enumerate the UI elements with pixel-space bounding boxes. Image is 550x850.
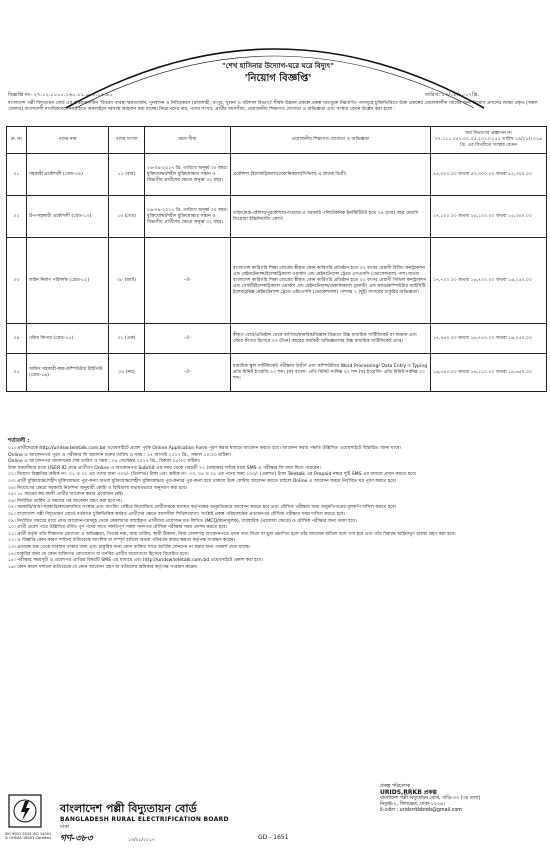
- condition-item: ০৯। নির্ধারিত সময়ের মধ্যে প্রাপ্ত আবেদনপত্রসমূহ থেকে কেবলমাত্র বাছাইকৃত প্রার্থীদের প্রয়োজন মত লিখিত (MCQ/রচনামূলক), ব্যবহারিক (প্রযোজ্য ক্ষেত্রে) ও মৌখিক পরীক্ষার জন্য ডাকা হবে।: [8, 518, 357, 524]
- signatory-address: বাংলাদেশ পল্লী বিদ্যুতায়ন বোর্ড, বাড়ি-৩৩ (৩য় তলা): [380, 796, 481, 801]
- table-row: [7, 354, 547, 392]
- row-count: ১২ (বার): [109, 154, 145, 196]
- row-serial: ০৩: [7, 238, 27, 324]
- row-age: -ঐ-: [145, 238, 231, 324]
- row-qualification: মাধ্যমিক স্কুল সার্টিফিকেট পরীক্ষায় উত্তীর্ণ এবং কম্পিউটারে Word Processing/ Data Entry ও Typing প্রতি মিনিট ইংরেজি ২০ শব্দ। (ক) বাংলা- প্রতি মিনিট সর্বনিম্ন ২০ শব্দ (খ) ইংরেজি- প্রতি মিনিট সর্বনিম্ন ২০ শব্দ।: [231, 354, 431, 392]
- vacancy-table: [6, 126, 547, 392]
- condition-item: ০৫। ১৮ বছরের কম বয়সী প্রার্থীর আবেদন করার প্রয়োজন নেই।: [8, 492, 124, 498]
- row-post: লাইন নির্মাণ পরিদর্শক (গ্রেড-১২): [27, 238, 109, 324]
- condition-item: ১৫। পরীক্ষার সময়সূচী ও প্রবেশপত্র প্রাপ্তির বিষয়টি SMS এর মাধ্যমে এবং http://uridsw.teletalk.com.bd ওয়েবসাইটে প্রকাশ করা হবে।: [8, 558, 263, 564]
- table-row: [7, 196, 547, 238]
- row-salary: ২৭,১০০.০০ অথবা ২৬,১০০.০০ অথবা ২৫,৩০০.০০: [431, 196, 547, 238]
- condition-item: ০৮। বাংলাদেশ পল্লী বিদ্যুতায়ন বোর্ডে বর্তমানে চুক্তিভিত্তিক কর্মরত প্রার্থীদের ক্ষেত্রে বয়সসীমা শিথিলযোগ্য। সংশ্লিষ্ট প্রকল্প পরিচালকের প্রত্যয়নপত্র মৌখিক পরীক্ষার সময় দাখিল করতে হবে।: [8, 511, 346, 517]
- row-salary: ১৭,৭০০.০০ অথবা ১৬,৭০০.০০ অথবা ১৬,২৫০.০০: [431, 238, 547, 324]
- header-qualification: প্রয়োজনীয় শিক্ষাগত যোগ্যতা ও অভিজ্ঞতা: [231, 127, 431, 154]
- conditions-title: শর্তাবলী :: [8, 438, 30, 444]
- signatory-address-2: নিকুঞ্জ-২, খিলক্ষেত, ঢাকা-১২২৯।: [380, 802, 445, 807]
- table-row: [7, 238, 547, 324]
- condition-item: ০৬। নির্ধারিত তারিখ ও সময়ের পর আবেদন গ্রহণ করা হবে না।: [8, 498, 122, 504]
- org-name-english: BANGLADESH RURAL ELECTRIFICATION BOARD: [60, 816, 229, 823]
- signature-block: [380, 784, 545, 814]
- conditions-list: [8, 446, 544, 571]
- condition-item: ১২। এ বিজ্ঞপ্তি কোন কারণ দর্শানো ব্যতিরেকে আংশিক বা সম্পূর্ণ বাতিল অথবা পরিবর্তন করার ক্ষমতা কর্তৃপক্ষ সংরক্ষণ করেন।: [8, 538, 236, 544]
- condition-item: ০৭। সরকারি/আধা-সরকারি/স্বায়ত্তশাসিত সংস্থায় এবং ব্যাংকিং সেক্টরে নিয়োজিত প্রার্থীদেরকে যথাযথ কর্তৃপক্ষের অনুমতিক্রমে আবেদন করতে হবে এবং মৌখিক পরীক্ষার সময় অনুমতিপত্রের মূলকপি দাখিল করতে হবে।: [8, 505, 397, 511]
- header-count: পদের সংখ্যা: [109, 127, 145, 154]
- row-post: উপ-সহকারী প্রকৌশলী (গ্রেড-১০): [27, 196, 109, 238]
- condition-item: Online এ আবেদনপত্র জমাদানের শেষ তারিখ ও সময় : ০৬ সেপ্টেম্বর ২০১৭ খ্রি., বিকাল ০৫:০০ ঘটিকা।: [8, 459, 201, 465]
- condition-item: উক্ত সময়সীমার মধ্যে USER ID প্রাপ্ত প্রার্থীগণ Online এ আবেদনপত্র Submit এর সময় থেকে পরবর্তী ৭২ (বাহাত্তর) ঘণ্টার মধ্যে SMS এ পরীক্ষার ফি জমা দিতে পারবেন।: [8, 465, 321, 471]
- row-post: স্টোর কিপার (গ্রেড-১৫): [27, 324, 109, 354]
- row-serial: ০৪: [7, 324, 27, 354]
- row-qualification: তড়িৎ/যন্ত্র-কৌশল/পুরকৌশল/পাওয়ার এ সরকারি পলিটেকনিক ইনস্টিটিউট হতে ০৪ (চার) বছর মেয়াদি ডিপ্লোমা ইঞ্জিনিয়ারিং কোর্স।: [231, 196, 431, 238]
- condition-item: Online এ আবেদনপত্র পূরণ ও পরীক্ষার ফি জমাদান শুরুর তারিখ ও সময় : ১৭ আগস্ট ২০১৭ খ্রি., সকাল ১০:০০ ঘটিকা।: [8, 452, 232, 458]
- header-serial: ক্র. নং: [7, 127, 27, 154]
- row-serial: ০৫: [7, 354, 27, 392]
- table-row: [7, 324, 547, 354]
- condition-item: ০১। প্রার্থীদেরকে http://uridsw.teletalk.com.bd ওয়েবসাইটে প্রবেশ পূর্বক Online Application Form পূরণ করার মাধ্যমে আবেদন করতে হবে। আবেদন করার পদ্ধতি উল্লিখিত ওয়েবসাইটে বিস্তারিত জানা যাবে।: [8, 446, 402, 451]
- row-age: ০৬-০৯-২০১৭ খ্রি. তারিখে অনূর্ধ্ব ৩০ বছর। মুক্তিযোদ্ধা/শহীদ মুক্তিযোদ্ধার সন্তান ও বিভাগীয় প্রার্থীদের ক্ষেত্রে অনূর্ধ্ব ৩২ বছর।: [145, 154, 231, 196]
- row-post: সহকারী প্রকৌশলী (গ্রেড-০৯): [27, 154, 109, 196]
- gd-date: ১৩/০৮/২০১৭: [128, 838, 155, 843]
- condition-item: ১০। প্রার্থী প্রবেশ পত্রে উল্লিখিত বর্ণিত পূর্ণ পদের সাথে সঙ্গতিপূর্ণ সকল সনদপত্র মৌখিক পরীক্ষার সময় প্রদর্শন করতে হবে।: [8, 525, 228, 531]
- row-count: ০১ (এক): [109, 324, 145, 354]
- row-qualification: স্বীকৃত বোর্ড/প্রতিষ্ঠান থেকে বাণিজ্য/মানবিক/বিজ্ঞান বিভাগে উচ্চ মাধ্যমিক সার্টিফিকেট বা সমমান এবং স্টোর কীপার হিসেবে ০৩ (তিন) বছরের কার্যকরী অভিজ্ঞতাসহ উচ্চ মাধ্যমিক সার্টিফিকেট প্রাপ্ত।: [231, 324, 431, 354]
- header-salary: অর্থ বিভাগের প্রজ্ঞাপন নং ০৭.১১১.০৫১.০০.০৫.২০১৩-১৫২ তারিখ ১৪/০১/২০১৬ খ্রি. এর বিপরীতে সংস্থার বেতন: [431, 127, 547, 154]
- row-qualification: প্রকৌশল (ইলেকট্রিক্যাল/মেকানিক্যাল/সিভিল) এ স্নাতক ডিগ্রী।: [231, 154, 431, 196]
- condition-item: ০৩। প্রার্থী মুক্তিযোদ্ধা/শহীদ মুক্তিযোদ্ধার পুত্র-কন্যা অথবা মুক্তিযোদ্ধা/শহীদ মুক্তিযোদ্ধার পুত্র-কন্যার পুত্র-কন্যা হয়ে থাকলে উক্ত কোটায় আবেদন করতে চাইলে Online এ আবেদন ফরমে নির্ধারিত ঘর পূরণ করতে হবে।: [8, 478, 397, 484]
- row-salary: ৫৫,৩০০.০০ অথবা ৫৩,৩০০.০০ অথবা ৫২,৩০০.০০: [431, 154, 547, 196]
- notice-date: তারিখ: ১৩/০৮/২০১৭খ্রি.: [425, 92, 479, 98]
- row-age: -ঐ-: [145, 324, 231, 354]
- condition-item: ০৪। নিয়োগের ক্ষেত্রে সরকারি নির্দেশনা অনুযায়ী কোটা ও বিধিমালা যথাযথভাবে অনুসরণ করা হবে।: [8, 485, 188, 491]
- row-salary: ১৬,৫৪০.০০ অথবা ১৬,১১০.০০ অথবা ১৫,৬৫০.০০: [431, 354, 547, 392]
- condition-item: ১৬। কোন কারণ দর্শানো ব্যতিরেকে যে কোন আবেদন গ্রহণ বা বাতিলের অধিকার কর্তৃপক্ষ সংরক্ষণ করেন।: [8, 564, 198, 570]
- table-header-row: [7, 127, 547, 154]
- iso-certification: ISO 9001 2015 ISO 14001 & OHSAS 18001 Certified: [4, 832, 52, 841]
- condition-item: ১৪। চাকুরির জন্য যে কোন ব্যক্তিগত যোগাযোগ বা তদবির প্রার্থীর অযোগ্যতা হিসেবে বিবেচিত হবে।: [8, 551, 189, 557]
- signatory-email: ই-মেইল : uridsrrkbbreb@gmail.com: [380, 808, 462, 813]
- header-post: পদের নাম: [27, 127, 109, 154]
- header-age: বয়স সীমা: [145, 127, 231, 154]
- notice-title: 'নিয়োগ বিজ্ঞপ্তি': [244, 73, 312, 84]
- row-post: অফিস সহকারী-কাম-কম্পিউটার টাইপিস্ট (গ্রেড-১৬): [27, 354, 109, 392]
- condition-item: ০২। নিয়োগ বিজ্ঞপ্তির ক্রমিক নং- ০১ ও ০২ এর পদের জন্য ৩০০/- (তিনশত) টাকা এবং ক্রমিক নং- ০৩, ০৪ ও ০৫ এর পদের জন্য ১০০/- (একশত) টাকা Teletalk এর Prepaid নম্বরে দুটি SMS এর মাধ্যমে প্রদান করতে হবে।: [8, 472, 417, 478]
- row-qualification: বাংলাদেশ কারিগরি শিক্ষা বোর্ডের স্বীকৃত কোন কারিগরি প্রতিষ্ঠান হতে ০২ বৎসর মেয়াদী বিল্ডিং কনস্ট্রাকশন এন্ড মেইনটেন্যান্স/ইলেকট্রিক্যাল ওয়ার্কস এন্ড মেইনটেন্যান্স ট্রেডে এসএসসি (ভোকেশনাল) পাশ। অথবা বাংলাদেশ কারিগরি শিক্ষা বোর্ডের স্বীকৃত কোন কারিগরি প্রতিষ্ঠান হতে ০২ বৎসর মেয়াদী সিভিল কনস্ট্রাকশন এন্ড সেফটি/ইলেকট্রিক্যাল ওয়ার্কস এন্ড মেইনটেন্যান্স/মেকানিক্যাল ড্রাফটিং এন্ড ক্যাড/কম্পিউটার আইসিটি ইলেকট্রনিক্স মেইনটেন্যান্স ট্রেডে এইচএসসি (ভোকেশনাল) পাশসহ ২ (দুই) বৎসরের চাকুরির অভিজ্ঞতা।: [231, 238, 431, 324]
- gd-handwritten: গণ-৩৮৩: [60, 834, 93, 844]
- row-count: ০৮ (আট): [109, 238, 145, 324]
- row-age: -ঐ-: [145, 354, 231, 392]
- condition-item: ১৩। প্রতারক চক্র থেকে সাবধান থাকার জন্য এবং চাকুরির জন্য কোন ব্যক্তির সাথে আর্থিক লেনদেন না করার জন্য পরামর্শ দেয়া যাচ্ছে।: [8, 544, 251, 550]
- signatory-project: URIDS,RRKB প্রকল্প: [380, 789, 437, 796]
- condition-item: ১১। প্রার্থী কর্তৃক তাঁর শিক্ষাগত যোগ্যতা ও অভিজ্ঞতা, পিতার নাম, জন্ম তারিখ, স্থায়ী ঠিকানা, নিজ জেলাসহ আবেদনপত্রে প্রদত্ত তথ্য মিথ্যা বা ভুল প্রমাণিত হলে তাঁর আবেদন বাতিল বলে গণ্য হবে এবং তাঁর বিরুদ্ধে আইনানুগ ব্যবস্থা গ্রহণ করা হবে।: [8, 531, 456, 537]
- table-row: [7, 154, 547, 196]
- slogan: "শেখ হাসিনার উদ্যোগ-ঘরে ঘরে বিদ্যুৎ": [222, 62, 334, 70]
- row-age: ০৬-০৯-২০১৭ খ্রি. তারিখে অনূর্ধ্ব ৩০ বছর। মুক্তিযোদ্ধা/শহীদ মুক্তিযোদ্ধার সন্তান ও বিভাগীয় প্রার্থীদের ক্ষেত্রে অনূর্ধ্ব ৩২ বছর।: [145, 196, 231, 238]
- memo-number: বিজ্ঞপ্তি নং- ২৭.১২.০০০০.১৬০.১১.০০২.১৭.৯০: [8, 92, 113, 98]
- breb-logo-icon: [8, 794, 42, 828]
- row-salary: ১৭,৭৫০.০০ অথবা ১৬,৭৫০.০০ অথবা ১৬,২৫০.০০: [431, 324, 547, 354]
- org-location: ঢাকা: [60, 824, 70, 830]
- signatory-role: প্রকল্প পরিচালক: [380, 784, 411, 789]
- row-serial: ০২: [7, 196, 27, 238]
- intro-paragraph: বাংলাদেশ পল্লী বিদ্যুতায়ন বোর্ড এর বাস্তবায়নাধীন 'বিতরণ ব্যবস্থা ক্ষমতাবর্ধন, পুনর্বাসন ও নিবিড়করণ (রাজশাহী, রংপুর, খুলনা ও বরিশাল বিভাগ)' শীর্ষক উন্নয়ন প্রকল্পে প্রকল্প খাতভুক্ত নিম্নবর্ণিত পদসমূহে চুক্তিভিত্তিতে উক্ত প্রকল্পের মেয়াদকালীন সময়ের জন্য নিয়োগ প্রদানের লক্ষ্যে প্রকৃত (সকল জেলার) বাংলাদেশী নাগরিকদের নিকট হতে অনলাইনে দরখাস্ত আহবান করা যাচ্ছে। নিম্নে পদের নাম, পদের সংখ্যা, প্রার্থীর বয়সসীমা, প্রয়োজনীয় শিক্ষাগত যোগ্যতা ও অভিজ্ঞতা এবং সংস্থার বেতন উল্লেখ করা হলো :: [8, 101, 538, 112]
- row-count: ১৩ (তের): [109, 196, 145, 238]
- org-name-bangla: বাংলাদেশ পল্লী বিদ্যুতায়ন বোর্ড: [60, 802, 197, 815]
- row-count: ০৯ (নয়): [109, 354, 145, 392]
- row-serial: ০১: [7, 154, 27, 196]
- gd-number: GD - 1651: [258, 834, 289, 841]
